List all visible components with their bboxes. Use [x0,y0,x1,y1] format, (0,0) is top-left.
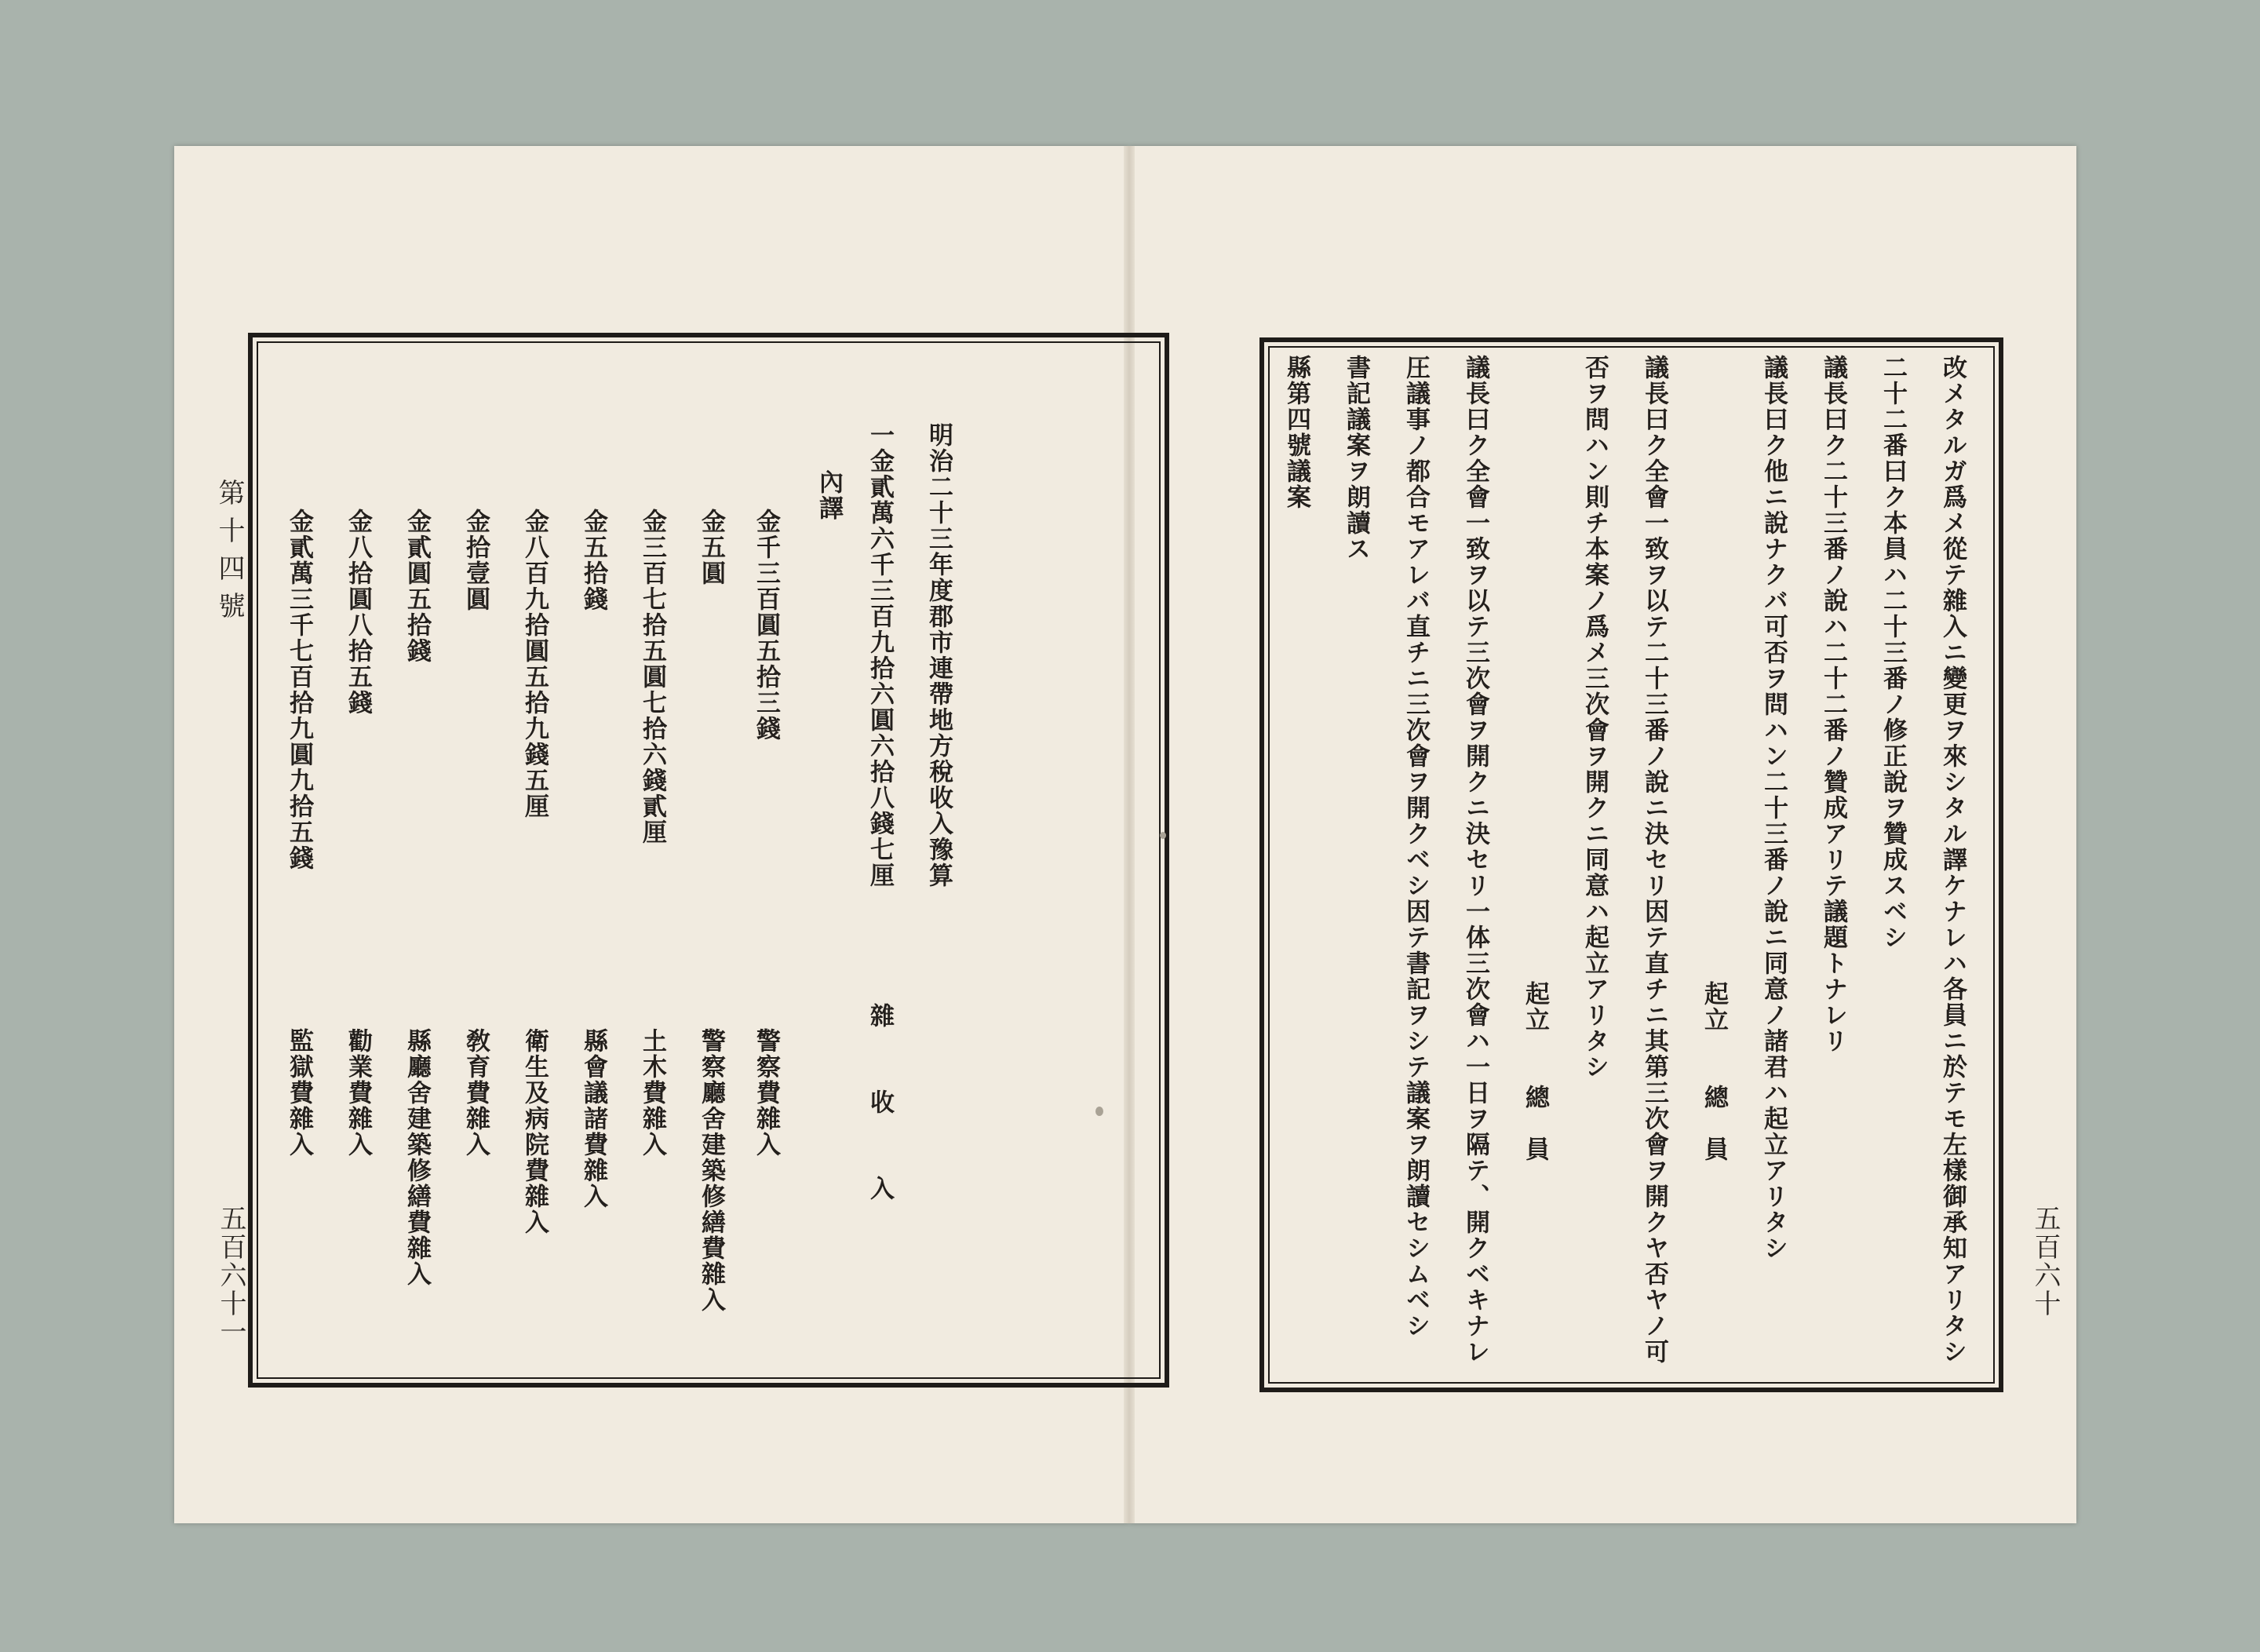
right-page-number: 五百六十 [2029,1205,2061,1318]
text-line: 起立 總 員 [1521,981,1549,1162]
text-line: 縣第四號議案 [1282,355,1310,510]
text-line: 議長曰ク全會一致ヲ以テ三次會ヲ開クニ決セリ一体三次會ハ一日ヲ隔テ、開クベキナレ [1461,355,1489,1365]
item-category: 衛生及病院費雜入 [520,1028,549,1235]
left-page-number: 五百六十一 [215,1205,246,1346]
item-amount: 金拾壹圓 [461,509,490,612]
text-line: 否ヲ問ハン則チ本案ノ爲メ三次會ヲ開クニ同意ハ起立アリタシ [1580,355,1609,1080]
item-amount: 金八百九拾圓五拾九錢五厘 [520,509,549,819]
item-category: 監獄費雜入 [285,1028,313,1158]
item-amount: 金三百七拾五圓七拾六錢貳厘 [638,509,666,845]
item-sub-amount: 金千三百圓五拾三錢 [752,509,780,742]
text-line: 書記議案ヲ朗讀ス [1342,355,1370,562]
text-line: 起立 總 員 [1700,981,1728,1162]
item-amount: 金五圓 [697,509,725,586]
text-line: 議長曰ク二十三番ノ說ハ二十二番ノ贊成アリテ議題トナレリ [1819,355,1847,1054]
item-amount: 金八拾圓八拾五錢 [344,509,372,716]
item-category: 警察費雜入 [752,1028,780,1158]
item-category: 勸業費雜入 [344,1028,372,1158]
item-category: 縣廳舍建築修繕費雜入 [403,1028,431,1287]
breakdown-label: 內譯 [815,469,843,521]
item-amount: 金貳萬三千七百拾九圓九拾五錢 [285,509,313,871]
item-category: 敎育費雜入 [461,1028,490,1158]
item-amount: 金五拾錢 [579,509,607,612]
item-category: 縣會議諸費雜入 [579,1028,607,1209]
budget-total: 一金貳萬六千三百九拾六圓六拾八錢七厘 [866,422,894,888]
item-amount: 金貳圓五拾錢 [403,509,431,664]
item-category: 土木費雜入 [638,1028,666,1158]
paper-speck [1095,1107,1103,1116]
section-label: 雜 收 入 [866,1003,894,1219]
text-line: 改メタルガ爲メ從テ雜入ニ變更ヲ來シタル譯ケナレハ各員ニ於テモ左樣御承知アリタシ [1938,355,1967,1365]
item-category: 警察廳舍建築修繕費雜入 [697,1028,725,1313]
text-line: 二十二番曰ク本員ハ二十三番ノ修正說ヲ贊成スベシ [1879,355,1907,950]
budget-title: 明治二十三年度郡市連帶地方稅收入豫算 [924,422,953,888]
paper-speck [1160,832,1166,839]
text-line: 圧議事ノ都合モアレバ直チニ三次會ヲ開クベシ因テ書記ヲシテ議案ヲ朗讀セシムベシ [1402,355,1430,1339]
text-line: 議長曰ク他ニ說ナクバ可否ヲ問ハン二十三番ノ說ニ同意ノ諸君ハ起立アリタシ [1759,355,1788,1261]
text-line: 議長曰ク全會一致ヲ以テ二十三番ノ說ニ決セリ因テ直チニ其第三次會ヲ開クヤ否ヤノ可 [1640,355,1668,1365]
left-margin-number: 第十四號 [213,479,245,629]
